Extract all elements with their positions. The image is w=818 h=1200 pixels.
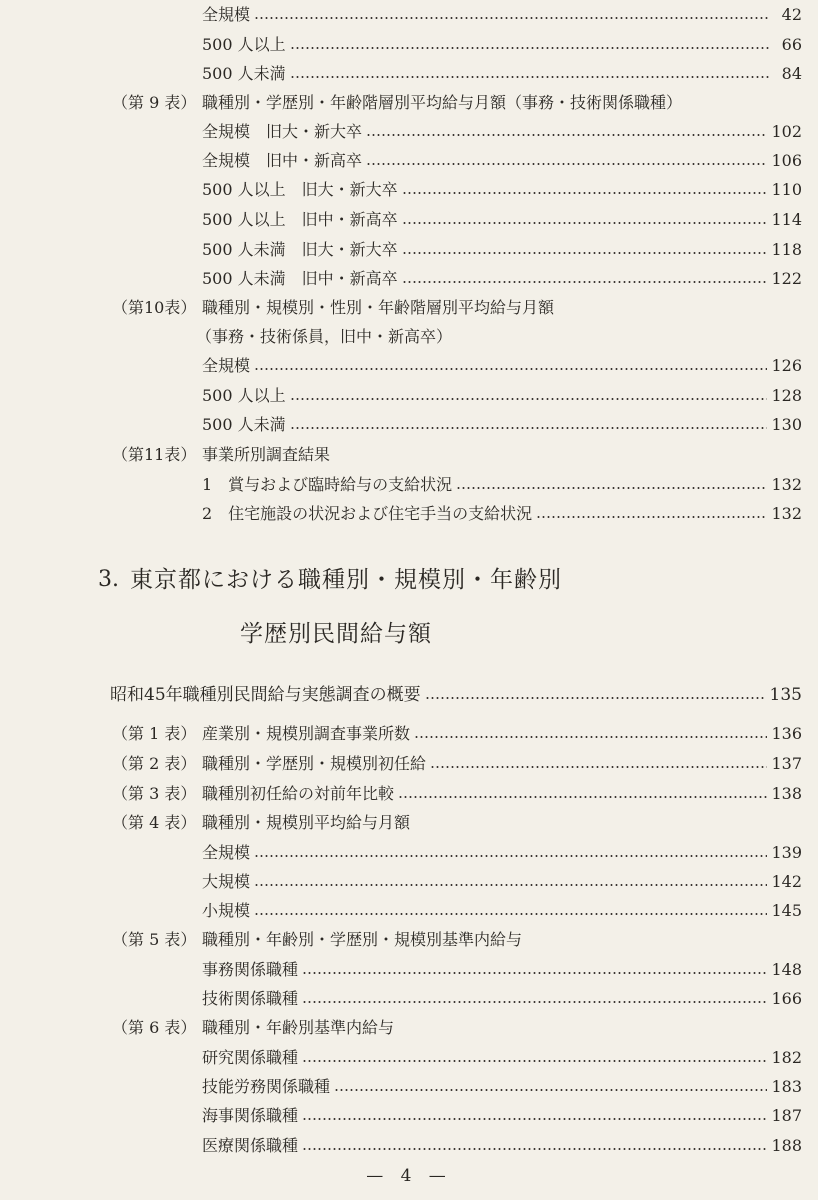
dot-leader [402, 281, 768, 283]
dot-leader [290, 47, 770, 49]
toc-entry: 500 人未満 84 [202, 64, 802, 83]
toc-entry: 500 人以上 66 [202, 35, 802, 54]
toc-entry: 海事関係職種 187 [202, 1106, 802, 1125]
dot-leader [302, 1060, 767, 1062]
dot-leader [254, 368, 767, 370]
toc-entry: 2 住宅施設の状況および住宅手当の支給状況 132 [202, 504, 802, 523]
dot-leader [402, 252, 768, 254]
dot-leader [254, 884, 767, 886]
dot-leader [254, 913, 767, 915]
toc-entry: 技術関係職種 166 [202, 989, 802, 1008]
table-title: 職種別・規模別平均給与月額 [202, 813, 411, 832]
dot-leader [254, 855, 767, 857]
toc-entry: 全規模 42 [202, 5, 802, 24]
section-title-line-1: 東京都における職種別・規模別・年齢別 [130, 567, 562, 593]
toc-entry: 500 人以上 128 [202, 386, 802, 405]
table-label: （第 9 表） [112, 93, 197, 112]
toc-entry: 全規模 旧中・新高卒 106 [202, 151, 802, 170]
dot-leader [290, 398, 768, 400]
toc-entry: 500 人以上 旧大・新大卒 110 [202, 180, 802, 199]
toc-entry: 研究関係職種 182 [202, 1048, 802, 1067]
toc-entry: 技能労務関係職種 183 [202, 1077, 802, 1096]
toc-entry-overview: 昭和45年職種別民間給与実態調査の概要 135 [110, 685, 802, 705]
dot-leader [302, 972, 767, 974]
toc-entry: 小規模 145 [202, 901, 802, 920]
section-number: 3. [98, 567, 119, 592]
dot-leader [302, 1148, 767, 1150]
dot-leader [402, 222, 768, 224]
dot-leader [430, 766, 767, 768]
table-title: 事業所別調査結果 [202, 445, 331, 464]
dot-leader [302, 1118, 767, 1120]
toc-entry: 全規模 126 [202, 356, 802, 375]
dot-leader [398, 796, 767, 798]
dot-leader [334, 1089, 767, 1091]
toc-entry: 500 人未満 旧中・新高卒 122 [202, 269, 802, 288]
dot-leader [290, 76, 770, 78]
dot-leader [366, 163, 767, 165]
toc-entry: 500 人未満 旧大・新大卒 118 [202, 240, 802, 259]
table-label: （第11表） [112, 445, 197, 464]
toc-entry: 全規模 旧大・新大卒 102 [202, 122, 802, 141]
toc-entry: 事務関係職種 148 [202, 960, 802, 979]
table-label: （第 5 表） [112, 930, 197, 949]
page-number: — 4 — [366, 1166, 452, 1186]
table-title: 職種別・年齢別基準内給与 [202, 1018, 395, 1037]
dot-leader [456, 487, 767, 489]
table-title: 職種別・規模別・性別・年齢階層別平均給与月額 [202, 298, 555, 317]
table-label: （第 4 表） [112, 813, 197, 832]
table-label: （第10表） [112, 298, 197, 317]
dot-leader [536, 516, 767, 518]
toc-entry: 500 人未満 130 [202, 415, 802, 434]
table-label: （第 6 表） [112, 1018, 197, 1037]
dot-leader [290, 427, 768, 429]
table-label: （第 2 表） [112, 754, 197, 773]
toc-entry: 500 人以上 旧中・新高卒 114 [202, 210, 802, 229]
toc-entry: 全規模 139 [202, 843, 802, 862]
dot-leader [425, 697, 766, 699]
dot-leader [366, 134, 767, 136]
dot-leader [302, 1001, 767, 1003]
dot-leader [402, 192, 768, 194]
toc-entry: 産業別・規模別調査事業所数 136 [202, 724, 802, 743]
toc-entry: 医療関係職種 188 [202, 1136, 802, 1155]
dot-leader [414, 736, 767, 738]
toc-entry: 職種別初任給の対前年比較 138 [202, 784, 802, 803]
toc-entry: 大規模 142 [202, 872, 802, 891]
table-title: 職種別・年齢別・学歴別・規模別基準内給与 [202, 930, 523, 949]
dot-leader [254, 17, 770, 19]
toc-entry: 職種別・学歴別・規模別初任給 137 [202, 754, 802, 773]
toc-entry: 1 賞与および臨時給与の支給状況 132 [202, 475, 802, 494]
table-label: （第 3 表） [112, 784, 197, 803]
table-title: 職種別・学歴別・年齢階層別平均給与月額（事務・技術関係職種） [202, 93, 683, 112]
section-title-line-2: 学歴別民間給与額 [240, 621, 432, 647]
table-subtitle: （事務・技術係員，旧中・新高卒） [196, 327, 453, 346]
table-label: （第 1 表） [112, 724, 197, 743]
